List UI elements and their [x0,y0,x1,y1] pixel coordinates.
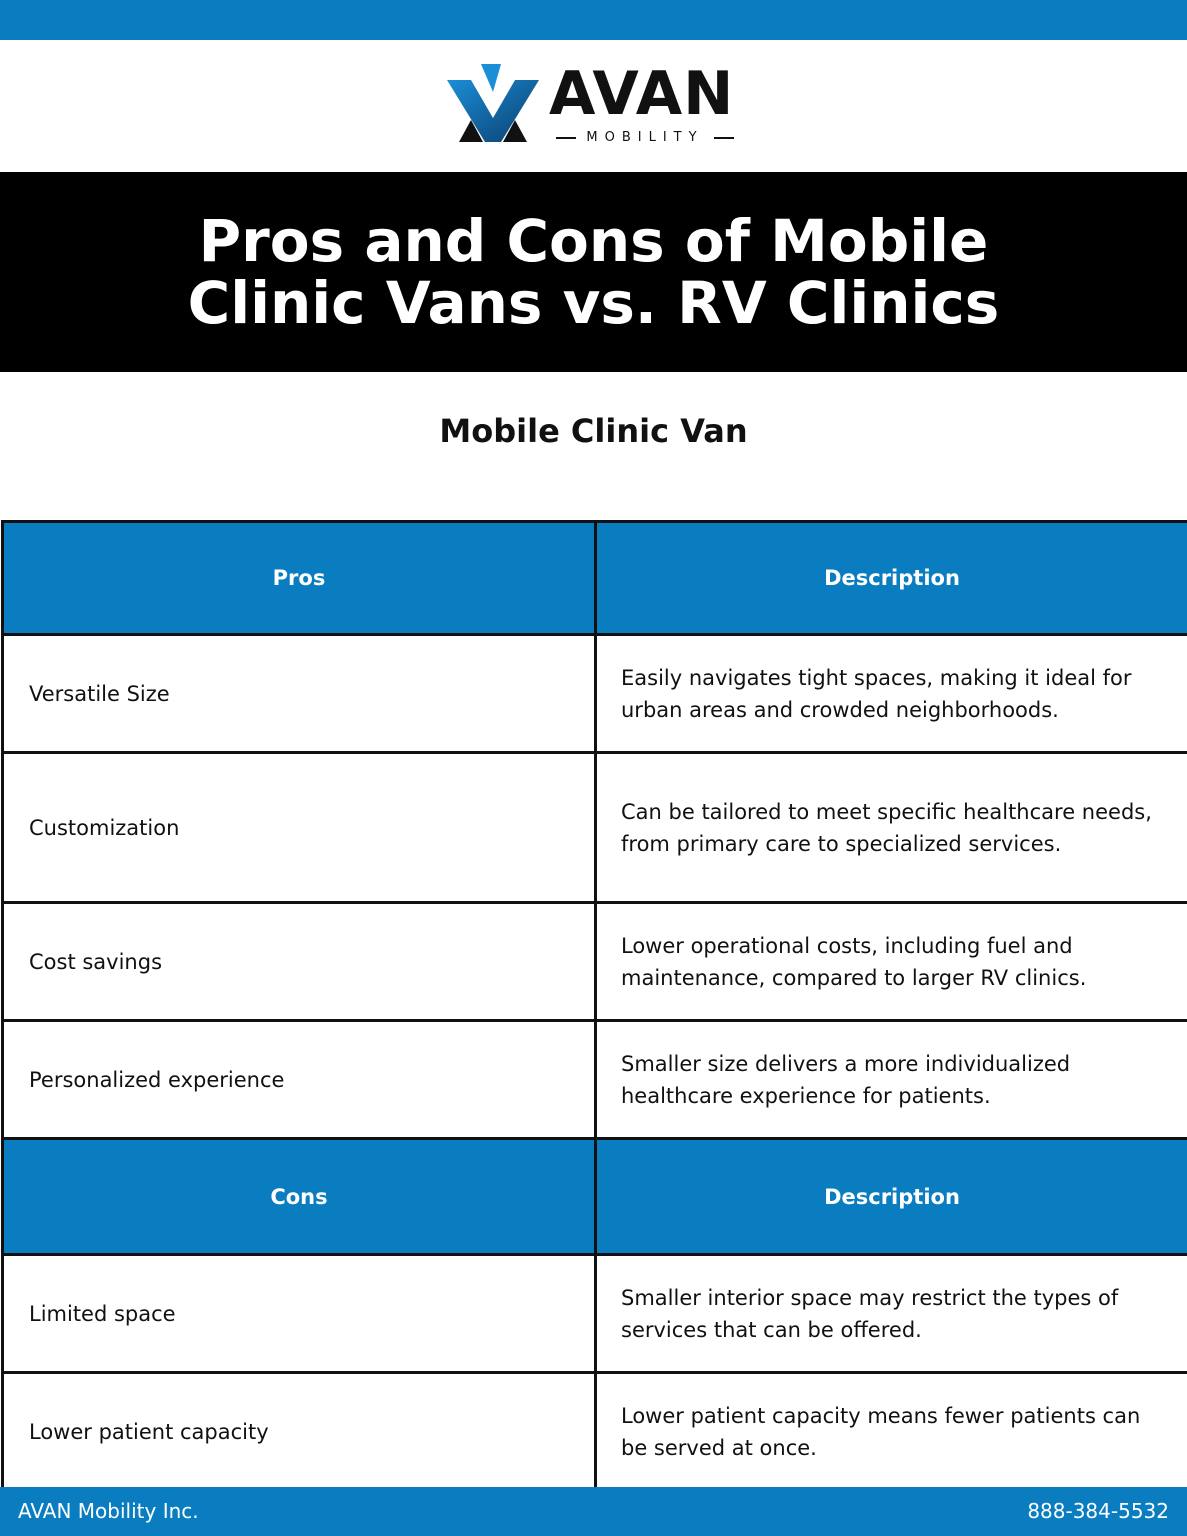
table-row [3,1373,1187,1491]
table-row [3,1021,1187,1139]
con-label: Lower patient capacity [3,1373,596,1491]
pro-description: Can be tailored to meet specific healthcare needs, from primary care to specialized services. [596,753,1187,903]
cons-header-row [3,1139,1187,1255]
brand-logo [445,58,745,150]
avan-chevron-mark-icon [445,62,541,146]
pros-description-header-cell: Description [596,522,1187,635]
title-band [0,172,1187,372]
pro-description: Smaller size delivers a more individualized healthcare experience for patients. [596,1021,1187,1139]
top-accent-bar [0,0,1187,40]
cons-header-cell: Cons [3,1139,596,1255]
section-title: Mobile Clinic Van [439,412,748,450]
pros-header-cell: Pros [3,522,596,635]
pro-label: Versatile Size [3,635,596,753]
con-description: Lower patient capacity means fewer patients can be served at once. [596,1373,1187,1491]
pro-label: Cost savings [3,903,596,1021]
con-description: Smaller interior space may restrict the types of services that can be offered. [596,1255,1187,1373]
brand-wordmark: AVAN [549,59,735,129]
footer-phone: 888-384-5532 [1027,1499,1169,1523]
table-row [3,635,1187,753]
pro-description: Lower operational costs, including fuel and maintenance, compared to larger RV clinics. [596,903,1187,1021]
brand-tagline [547,130,743,145]
table-row [3,1255,1187,1373]
pro-label: Personalized experience [3,1021,596,1139]
pro-description: Easily navigates tight spaces, making it ideal for urban areas and crowded neighborhoods. [596,635,1187,753]
pro-label: Customization [3,753,596,903]
tagline-dash-left [556,137,576,139]
con-label: Limited space [3,1255,596,1373]
brand-tagline-text: MOBILITY [586,130,704,145]
footer-bar [0,1487,1187,1536]
table-row [3,753,1187,903]
table-row [3,903,1187,1021]
pros-cons-table [1,520,1187,1492]
cons-description-header-cell: Description [596,1139,1187,1255]
pros-header-row [3,522,1187,635]
tagline-dash-right [714,137,734,139]
footer-company: AVAN Mobility Inc. [18,1499,199,1523]
page-title: Pros and Cons of Mobile Clinic Vans vs. RV Clinics [187,207,1000,337]
